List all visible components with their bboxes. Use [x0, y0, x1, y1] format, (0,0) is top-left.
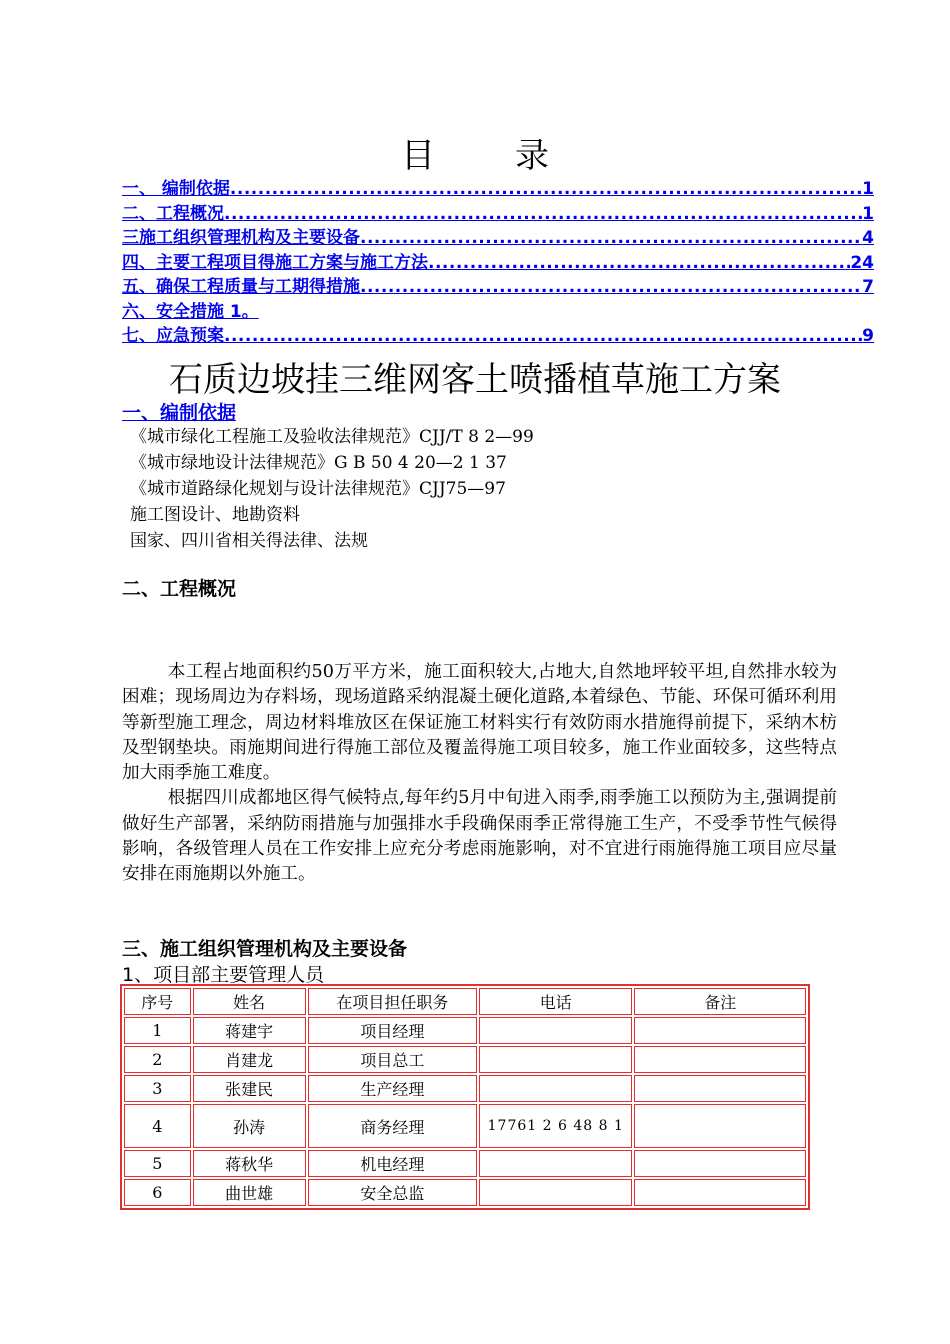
table-cell: 5	[124, 1150, 191, 1177]
table-cell: 张建民	[193, 1075, 306, 1102]
table-cell: 生产经理	[308, 1075, 478, 1102]
table-cell: 蒋建宇	[193, 1017, 306, 1044]
reference-item: 《城市绿地设计法律规范》G B 50 4 20—2 1 37	[130, 453, 507, 473]
table-cell: 4	[124, 1104, 191, 1148]
reference-item: 《城市绿化工程施工及验收法律规范》CJJ/T 8 2—99	[130, 427, 534, 447]
toc-link-3[interactable]: 三施工组织管理机构及主要设备 ..... 4	[122, 223, 874, 248]
table-cell	[479, 1150, 632, 1177]
table-row	[124, 1179, 806, 1206]
toc-link-2[interactable]: 二、工程概况 ..... 1	[122, 199, 874, 224]
table-header-row	[124, 988, 806, 1015]
toc-title-char-2: 录	[515, 136, 549, 176]
table-cell: 6	[124, 1179, 191, 1206]
table-cell: 肖建龙	[193, 1046, 306, 1073]
table-of-contents	[122, 174, 874, 346]
table-cell: 1	[124, 1017, 191, 1044]
table-header: 姓名	[193, 988, 306, 1015]
section-1-heading-link[interactable]: 一、编制依据	[122, 402, 237, 424]
reference-item: 《城市道路绿化规划与设计法律规范》CJJ75—97	[130, 479, 506, 499]
toc-title-char-1: 目	[401, 136, 435, 176]
toc-link-4[interactable]: 四、主要工程项目得施工方案与施工方法 ..... 24	[122, 248, 874, 273]
paragraph: 根据四川成都地区得气候特点,每年约5月中旬进入雨季,雨季施工以预防为主,强调提前做好生产部署，采纳防雨措施与加强排水手段确保雨季正常得施工生产，不受季节性气候得影响，各级管理人员在工作安排上应充分考虑雨施影响，对不宜进行雨施得施工项目应尽量安排在雨施期以外施工。	[122, 788, 837, 885]
paragraph: 本工程占地面积约50万平方米，施工面积较大,占地大,自然地坪较平坦,自然排水较为困难；现场周边为存料场，现场道路采纳混凝土硬化道路,本着绿色、节能、环保可循环利用等新型施工理念，周边材料堆放区在保证施工材料实行有效防雨水措施得前提下，采纳木枋及型钢垫块。雨施期间进行得施工部位及覆盖得施工项目较多，施工作业面较多，这些特点加大雨季施工难度。	[122, 662, 837, 784]
table-row	[124, 1046, 806, 1073]
reference-item: 施工图设计、地勘资料	[130, 505, 300, 525]
table-header: 电话	[479, 988, 632, 1015]
table-header: 在项目担任职务	[308, 988, 478, 1015]
table-cell	[634, 1075, 806, 1102]
table-cell: 3	[124, 1075, 191, 1102]
table-cell: 项目经理	[308, 1017, 478, 1044]
table-cell	[479, 1017, 632, 1044]
table-cell: 安全总监	[308, 1179, 478, 1206]
table-cell: 项目总工	[308, 1046, 478, 1073]
toc-link-1[interactable]: 一、 编制依据 ..... 1	[122, 174, 874, 199]
table-cell: 蒋秋华	[193, 1150, 306, 1177]
document-title: 石质边坡挂三维网客土喷播植草施工方案	[169, 360, 781, 400]
table-header: 备注	[634, 988, 806, 1015]
toc-link-5[interactable]: 五、确保工程质量与工期得措施 ..... 7	[122, 272, 874, 297]
section-2-heading: 二、工程概况	[122, 578, 237, 600]
table-cell	[634, 1179, 806, 1206]
table-cell: 孙涛	[193, 1104, 306, 1148]
table-cell	[634, 1104, 806, 1148]
table-header: 序号	[124, 988, 191, 1015]
staff-table	[120, 984, 810, 1210]
table-cell	[479, 1046, 632, 1073]
table-cell	[479, 1075, 632, 1102]
table-row	[124, 1150, 806, 1177]
table-row	[124, 1104, 806, 1148]
table-row	[124, 1075, 806, 1102]
table-cell: 商务经理	[308, 1104, 478, 1148]
toc-link-7[interactable]: 七、应急预案 ..... 9	[122, 321, 874, 346]
table-cell: 机电经理	[308, 1150, 478, 1177]
toc-title	[0, 128, 950, 177]
reference-list	[130, 424, 534, 554]
table-cell	[634, 1017, 806, 1044]
section-2-body	[122, 660, 837, 888]
section-3-heading: 三、施工组织管理机构及主要设备	[122, 938, 408, 960]
toc-link-6[interactable]: 六、安全措施 1。	[122, 301, 259, 321]
table-cell: 曲世雄	[193, 1179, 306, 1206]
table-cell	[634, 1150, 806, 1177]
table-cell	[479, 1179, 632, 1206]
table-cell	[634, 1046, 806, 1073]
subsection-heading: 1、项目部主要管理人员	[122, 964, 325, 986]
table-cell-phone: 17761 2 6 48 8 1	[479, 1104, 632, 1148]
reference-item: 国家、四川省相关得法律、法规	[130, 531, 368, 551]
table-cell: 2	[124, 1046, 191, 1073]
table-row	[124, 1017, 806, 1044]
